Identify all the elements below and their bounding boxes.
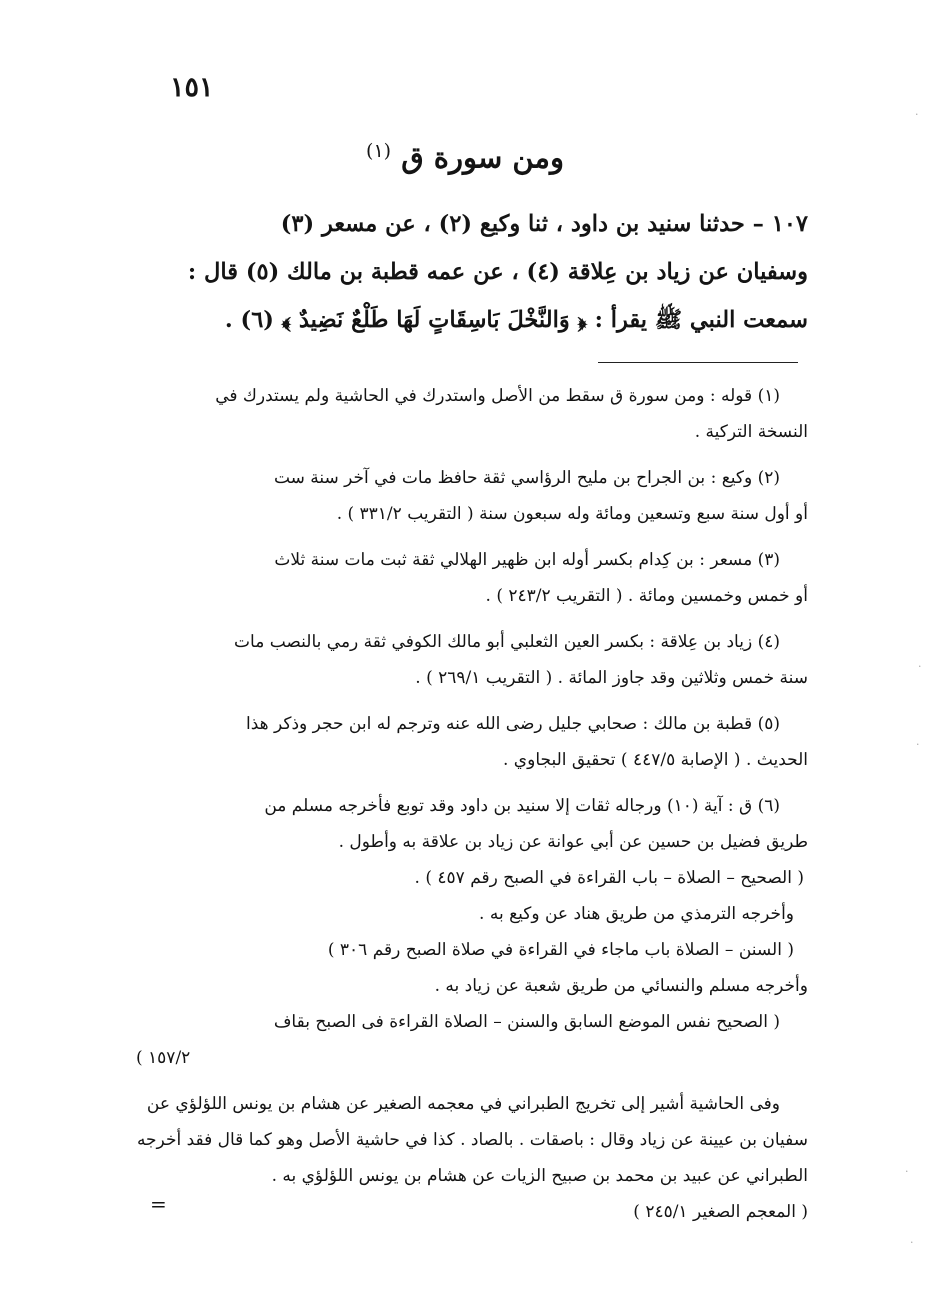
footnote-line: الحديث . ( الإصابة ٤٤٧/٥ ) تحقيق البجاوي . [503, 750, 808, 770]
footnote-line: سفيان بن عيينة عن زياد وقال : باصقات . بالصاد . كذا في حاشية الأصل وهو كما قال فقد أخرجه [136, 1130, 808, 1150]
scan-speck: · [916, 738, 920, 751]
footnote-2 [128, 460, 808, 532]
footnote-line: أو خمس وخمسين ومائة . ( التقريب ٢٤٣/٢ ) . [485, 586, 808, 606]
scan-speck: · [905, 1165, 909, 1178]
footnote-line: ( المعجم الصغير ٢٤٥/١ ) [633, 1202, 808, 1222]
footnote-6 [128, 788, 808, 1076]
footnote-line: (١) قوله : ومن سورة ق سقط من الأصل واستدرك في الحاشية ولم يستدرك في [215, 386, 780, 406]
footnote-line: (٣) مسعر : بن كِدام بكسر أوله ابن ظهير الهلالي ثقة ثبت مات سنة ثلاث [274, 550, 780, 570]
scan-speck: · [918, 660, 922, 673]
footnote-4 [128, 624, 808, 696]
footnote-line: وأخرجه الترمذي من طريق هناد عن وكيع به . [479, 904, 794, 924]
scan-speck: · [910, 1236, 914, 1249]
footnote-line: أو أول سنة سبع وتسعين ومائة وله سبعون سنة ( التقريب ٣٣١/٢ ) . [336, 504, 808, 524]
hadith-line: وسفيان عن زياد بن عِلاقة (٤) ، عن عمه قطبة بن مالك (٥) قال : [187, 259, 808, 285]
footnote-separator [598, 362, 798, 363]
continuation-mark: = [150, 1192, 167, 1216]
footnote-line: سنة خمس وثلاثين وقد جاوز المائة . ( التقريب ٢٦٩/١ ) . [415, 668, 808, 688]
chapter-title [300, 140, 630, 175]
footnote-line: (٢) وكيع : بن الجراح بن مليح الرؤاسي ثقة حافظ مات في آخر سنة ست [273, 468, 780, 488]
footnote-line: وفى الحاشية أشير إلى تخريج الطبراني في معجمه الصغير عن هشام بن يونس اللؤلؤي عن [146, 1094, 780, 1114]
scan-speck: · [915, 108, 919, 121]
footnote-line: ( السنن – الصلاة باب ماجاء في القراءة في صلاة الصبح رقم ٣٠٦ ) [327, 940, 794, 960]
footnote-line: وأخرجه مسلم والنسائي من طريق شعبة عن زياد به . [434, 976, 808, 996]
footnote-3 [128, 542, 808, 614]
hadith-line: ١٠٧ – حدثنا سنيد بن داود ، ثنا وكيع (٢) ، عن مسعر (٣) [280, 211, 808, 237]
footnote-1 [128, 378, 808, 450]
footnote-line: الطبراني عن عبيد بن محمد بن صبيح الزيات عن هشام بن يونس اللؤلؤي به . [271, 1166, 808, 1186]
footnote-line: (٤) زياد بن عِلاقة : بكسر العين الثعلبي أبو مالك الكوفي ثقة رمي بالنصب مات [234, 632, 780, 652]
footnote-line: ١٥٧/٢ ) [136, 1048, 191, 1068]
margin-note [128, 1086, 808, 1230]
footnote-line: النسخة التركية . [694, 422, 808, 442]
chapter-title-text: ومن سورة ق [401, 140, 564, 175]
footnote-5 [128, 706, 808, 778]
footnote-line: طريق فضيل بن حسين عن أبي عوانة عن زياد بن علاقة به وأطول . [338, 832, 808, 852]
hadith-text [128, 200, 808, 344]
footnote-line: ( الصحيح – الصلاة – باب القراءة في الصبح رقم ٤٥٧ ) . [414, 868, 804, 888]
footnote-line: ( الصحيح نفس الموضع السابق والسنن – الصلاة القراءة فى الصبح بقاف [273, 1012, 780, 1032]
chapter-title-ref: (١) [366, 140, 392, 162]
footnotes [128, 378, 808, 1240]
footnote-line: (٦) ق : آية (١٠) ورجاله ثقات إلا سنيد بن داود وقد توبع فأخرجه مسلم من [264, 796, 780, 816]
page-number: ١٥١ [170, 72, 214, 103]
footnote-line: (٥) قطبة بن مالك : صحابي جليل رضى الله عنه وترجم له ابن حجر وذكر هذا [245, 714, 780, 734]
hadith-line: سمعت النبي ﷺ يقرأ : ﴿ وَالنَّخْلَ بَاسِقَاتٍ لَهَا طَلْعٌ نَضِيدٌ ﴾ (٦) . [224, 307, 808, 333]
